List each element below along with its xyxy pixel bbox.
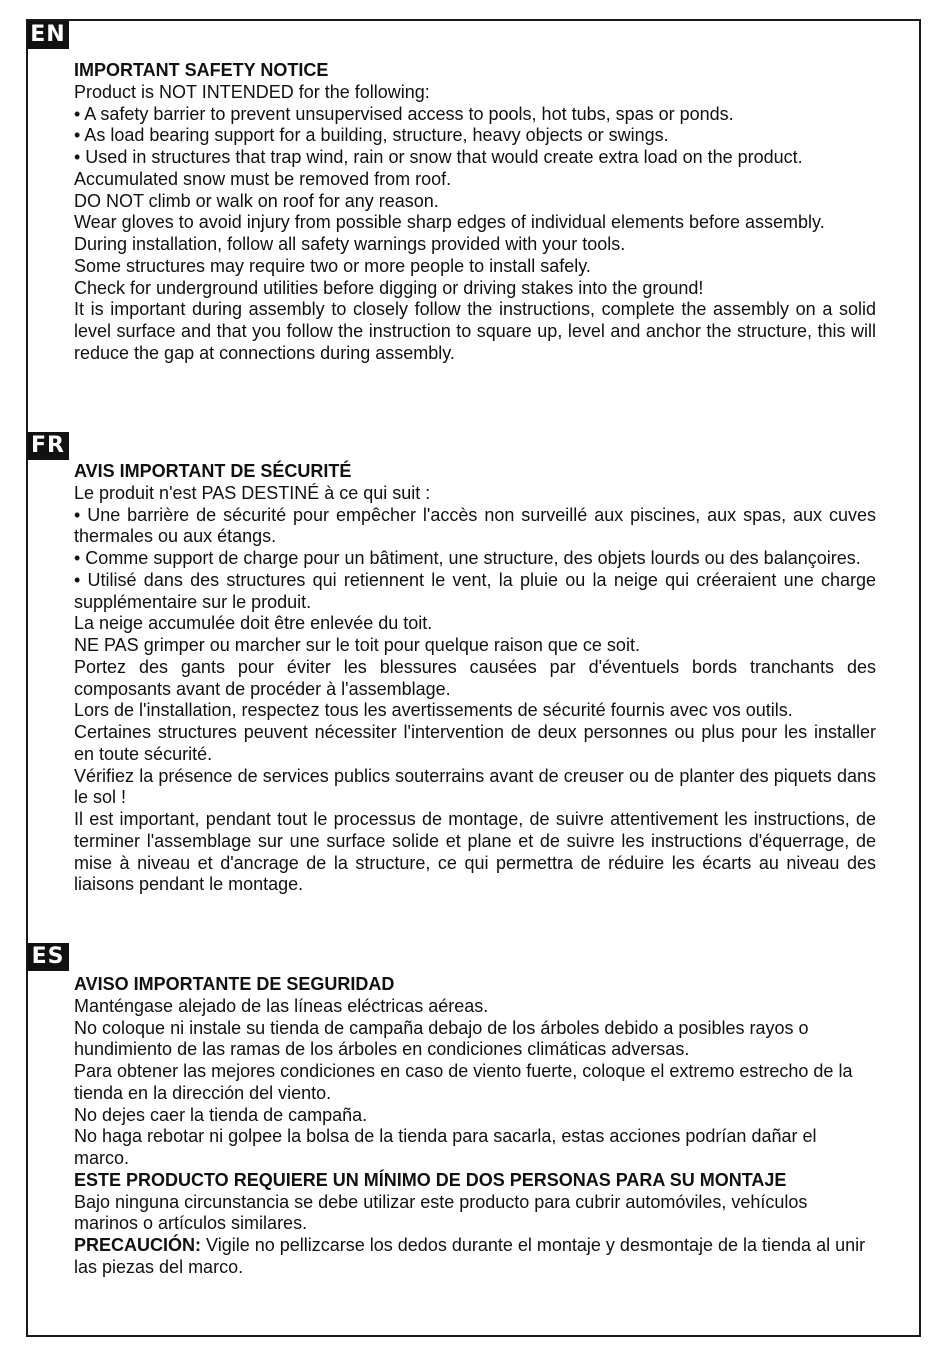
en-line: Wear gloves to avoid injury from possible sharp edges of individual elements before assembly. [74,212,825,233]
language-badge-en: EN [27,21,69,49]
fr-bullet: • Comme support de charge pour un bâtiment, une structure, des objets lourds ou des balançoires. [74,548,861,568]
fr-intro: Le produit n'est PAS DESTINÉ à ce qui suit : [74,482,431,503]
es-caution [74,1235,876,1279]
es-vehicles: Bajo ninguna circunstancia se debe utilizar este producto para cubrir automóviles, vehículos marinos o artículos similares. [74,1191,808,1234]
en-intro: Product is NOT INTENDED for the following: [74,81,430,102]
language-badge-es: ES [27,943,69,971]
en-line: Check for underground utilities before digging or driving stakes into the ground! [74,277,704,298]
en-line: DO NOT climb or walk on roof for any reason. [74,190,439,211]
es-requirement: ESTE PRODUCTO REQUIERE UN MÍNIMO DE DOS PERSONAS PARA SU MONTAJE [74,1169,787,1190]
es-caution-label: PRECAUCIÓN: [74,1235,202,1255]
fr-line: Vérifiez la présence de services publics souterrains avant de creuser ou de planter des piquets dans le sol ! [74,765,876,808]
fr-line: NE PAS grimper ou marcher sur le toit pour quelque raison que ce soit. [74,635,640,655]
section-es [74,974,876,1279]
fr-line: Lors de l'installation, respectez tous les avertissements de sécurité fournis avec vos outils. [74,700,793,721]
en-line: It is important during assembly to closely follow the instructions, complete the assembly on a solid level surface and that you follow the instruction to square up, level and anchor the structure, this will reduce the gap at connections during assembly. [74,299,876,363]
fr-line: Il est important, pendant tout le processus de montage, de suivre attentivement les instructions, de terminer l'assemblage sur une surface solide et plane et de suivre les instructions d'équerrage, de mise à niveau et d'ancrage de la structure, ce qui permettra de réduire les écarts au niveau des liaisons pendant le montage. [74,809,876,895]
fr-line: Portez des gants pour éviter les blessures causées par d'éventuels bords tranchants des composants avant de procéder à l'assemblage. [74,656,876,699]
fr-bullet: • Une barrière de sécurité pour empêcher l'accès non surveillé aux piscines, aux spas, aux cuves thermales ou aux étangs. [74,504,876,547]
en-bullet: • A safety barrier to prevent unsupervised access to pools, hot tubs, spas or ponds. [74,103,734,124]
es-heading: AVISO IMPORTANTE DE SEGURIDAD [74,974,395,994]
en-bullet: • Used in structures that trap wind, rain or snow that would create extra load on the product. [74,147,803,167]
es-line: Para obtener las mejores condiciones en caso de viento fuerte, coloque el extremo estrecho de la tienda en la dirección del viento. [74,1061,853,1103]
language-badge-fr: FR [27,432,69,460]
es-line: Manténgase alejado de las líneas eléctricas aéreas. [74,995,489,1016]
fr-bullet: • Utilisé dans des structures qui retiennent le vent, la pluie ou la neige qui créeraient une charge supplémentaire sur le produit. [74,569,876,612]
es-line: No dejes caer la tienda de campaña. [74,1104,368,1125]
en-heading: IMPORTANT SAFETY NOTICE [74,60,329,80]
es-caution-text: Vigile no pellizcarse los dedos durante el montaje y desmontaje de la tienda al unir las piezas del marco. [74,1235,866,1277]
fr-line: Certaines structures peuvent nécessiter l'intervention de deux personnes ou plus pour les installer en toute sécurité. [74,722,876,764]
es-line: No haga rebotar ni golpee la bolsa de la tienda para sacarla, estas acciones podrían dañar el marco. [74,1126,817,1168]
es-line: No coloque ni instale su tienda de campaña debajo de los árboles debido a posibles rayos o hundimiento de las ramas de los árboles en condiciones climáticas adversas. [74,1017,809,1060]
fr-line: La neige accumulée doit être enlevée du toit. [74,613,433,634]
en-line: During installation, follow all safety warnings provided with your tools. [74,234,626,254]
en-line: Accumulated snow must be removed from roof. [74,168,452,189]
en-bullet: • As load bearing support for a building, structure, heavy objects or swings. [74,125,669,146]
section-fr [74,461,876,896]
section-en [74,60,876,365]
en-line: Some structures may require two or more people to install safely. [74,255,591,276]
fr-heading: AVIS IMPORTANT DE SÉCURITÉ [74,461,352,481]
